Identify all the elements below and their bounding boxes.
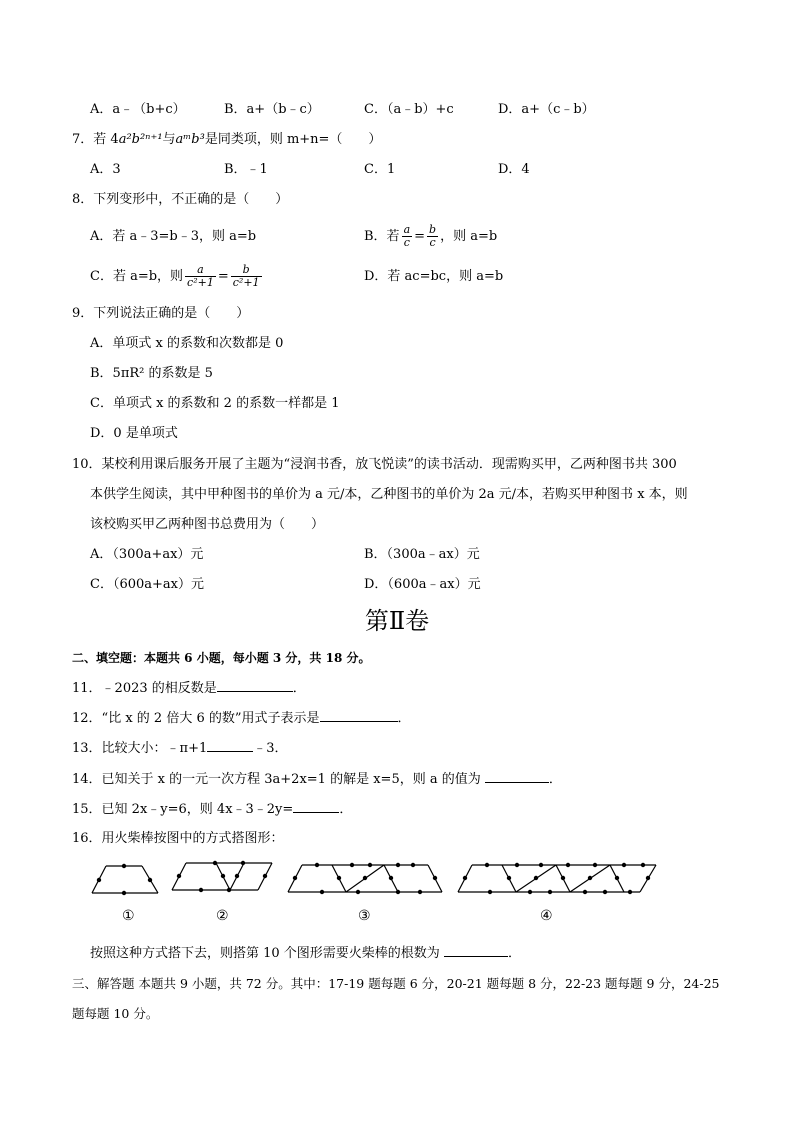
match-head [320,890,324,894]
match-head [177,874,181,878]
q7-stem [72,131,381,149]
match-head [235,874,239,878]
match-head [507,876,511,880]
q9-option-d: D．0 是单项式 [90,426,178,441]
section3-line1: 三、解答题 本题共 9 小题，共 72 分。其中：17-19 题每题 6 分，20-21 题每题 8 分，22-23 题每题 9 分，24-25 [72,976,720,991]
q15-end: ． [339,802,353,817]
answer-blank [444,944,508,957]
match-head [396,890,400,894]
q9-stem: 9．下列说法正确的是（ ） [72,306,250,321]
match-head [433,876,437,880]
q8-option-b-pre: B．若 [364,229,400,244]
match-head [337,876,341,880]
match-head [363,876,367,880]
figure-label-1: ① [122,908,135,924]
matchstick [288,865,302,892]
answer-blank [293,800,339,813]
q7-term2: aᵐb³ [175,132,205,147]
q7-option-b: B．﹣1 [224,162,268,177]
q6-option-d: D．a+（c﹣b） [498,102,595,117]
q7-stem-post: 是同类项，则 m+n=（ ） [204,132,382,147]
frac-numerator: a [197,263,204,276]
match-head [641,863,645,867]
matchstick [384,865,398,892]
match-head [396,863,400,867]
frac-numerator: b [242,263,250,276]
match-head [418,890,422,894]
q10-option-b: B．（300a﹣ax）元 [364,547,480,562]
matchstick [230,863,244,890]
figure-label-4: ④ [540,908,553,924]
matchstick [142,866,158,893]
q6-option-c: C．（a﹣b）+c [364,102,454,117]
matchstick [346,865,384,892]
q16-stem: 16．用火柴棒按图中的方式搭图形： [72,831,284,846]
figure-label-3: ③ [358,908,371,924]
q6-option-b: B．a+（b﹣c） [224,102,320,117]
match-head [122,864,126,868]
q10-option-c: C．（600a+ax）元 [90,577,204,592]
q8-stem: 8．下列变形中，不正确的是（ ） [72,192,289,207]
match-head [227,888,231,892]
match-head [368,863,372,867]
q12 [72,709,411,728]
q13-end: ﹣3． [253,741,288,756]
q11 [72,679,306,698]
q8-option-a: A．若 a﹣3=b﹣3，则 a=b [90,229,257,244]
matchstick [428,865,442,892]
frac-denominator: c²+1 [232,276,260,289]
answer-blank [485,770,549,783]
q13-text: 13．比较大小：﹣π+1 [72,741,208,756]
matchstick [216,863,230,890]
q16-followup-end: ． [507,946,521,961]
match-head [646,876,650,880]
matchstick [172,863,186,890]
matchstick [570,865,610,892]
matchstick [332,865,346,892]
q8-frac-c-right [231,264,262,289]
answer-blank [217,679,293,692]
match-head [566,863,570,867]
q8-frac-b-left [402,224,413,249]
match-head [485,863,489,867]
match-head [463,876,467,880]
q7-option-c: C．1 [364,162,396,177]
q9-option-c: C．单项式 x 的系数和 2 的系数一样都是 1 [90,396,340,411]
match-head [221,874,225,878]
match-head [615,876,619,880]
q7-stem-pre: 7．若 4 [72,132,119,147]
match-head [561,876,565,880]
match-head [488,890,492,894]
matchstick [556,865,570,892]
q16-followup-text: 按照这种方式搭下去，则搭第 10 个图形需要火柴棒的根数为 [90,946,444,961]
match-head [213,861,217,865]
q7-option-a: A．3 [90,162,121,177]
match-head [534,876,538,880]
match-head [603,890,607,894]
match-head [350,863,354,867]
match-head [593,863,597,867]
q12-text: 12．“比 x 的 2 倍大 6 的数”用式子表示是 [72,711,320,726]
match-head [356,890,360,894]
match-head [548,890,552,894]
answer-blank [320,709,398,722]
match-head [148,878,152,882]
q8-option-d: D．若 ac=bc，则 a=b [364,269,504,284]
q10-option-a: A．（300a+ax）元 [90,547,204,562]
frac-numerator: a [403,223,411,236]
match-head [622,863,626,867]
match-head [411,863,415,867]
q7-stem-mid: 与 [162,132,176,147]
match-head [263,874,267,878]
q14 [72,770,562,789]
frac-numerator: b [429,223,437,236]
q10-line2: 本供学生阅读，其中甲种图书的单价为 a 元/本，乙种图书的单价为 2a 元/本，若购买甲种图书 x 本，则 [90,487,688,502]
q15-text: 15．已知 2x﹣y=6，则 4x﹣3﹣2y= [72,802,294,817]
match-head [315,863,319,867]
match-head [588,876,592,880]
q10-line3: 该校购买甲乙两种图书总费用为（ ） [90,517,325,532]
q6-option-a: A．a﹣（b+c） [90,102,186,117]
matchstick [458,865,472,892]
q10-option-d: D．（600a﹣ax）元 [364,577,481,592]
q15 [72,800,352,819]
q14-end: ． [548,772,562,787]
section2-header: 二、填空题：本题共 6 小题，每小题 3 分，共 18 分。 [72,651,371,665]
match-head [539,863,543,867]
section3-line2: 题每题 10 分。 [72,1006,159,1021]
q8-option-c: C．若 a=b，则 $\frac{a}{\text{c²+1}}$ = $\frac{b}{\text{c²+1}}$ [90,263,260,289]
q9-option-b: B．5πR² 的系数是 5 [90,366,213,381]
q8-frac-c-left [185,264,216,289]
q7-option-d: D．4 [498,162,530,177]
match-head [628,890,632,894]
q8-option-b: B．若 $\frac{a}{c}$ = $\frac{b}{c}$ ，则 a=b [364,223,498,249]
q12-end: ． [397,711,411,726]
match-head [515,863,519,867]
q8-option-c-pre: C．若 a=b，则 [90,269,184,284]
q14-text: 14．已知关于 x 的一元一次方程 3a+2x=1 的解是 x=5，则 a 的值为 [72,772,485,787]
match-head [122,891,126,895]
figure-label-2: ② [216,908,229,924]
frac-denominator: c²+1 [187,276,214,289]
q13 [72,739,288,758]
q16-followup [90,944,521,963]
match-head [583,890,587,894]
match-head [199,888,203,892]
q9-option-a: A．单项式 x 的系数和次数都是 0 [90,336,284,351]
matchstick [258,863,272,890]
match-head [293,876,297,880]
q10-line1: 10．某校利用课后服务开展了主题为“浸润书香，放飞悦读”的读书活动．现需购买甲，乙两种图书共 300 [72,457,677,472]
matchstick [516,865,556,892]
match-head [389,876,393,880]
q7-term1: a²b²ⁿ⁺¹ [118,132,163,147]
matchstick [640,865,656,892]
q8-frac-b-right [427,224,438,249]
match-head [528,890,532,894]
matchstick [502,865,516,892]
q11-text: 11．﹣2023 的相反数是 [72,681,217,696]
section-title: 第Ⅱ卷 [364,607,430,635]
frac-denominator: c [402,236,413,249]
answer-blank [207,739,253,752]
q11-end: ． [292,681,306,696]
frac-denominator: c [427,236,438,249]
match-head [241,861,245,865]
q8-option-b-post: ，则 a=b [440,229,498,244]
matchstick [610,865,624,892]
match-head [97,878,101,882]
matchstick [92,866,106,893]
